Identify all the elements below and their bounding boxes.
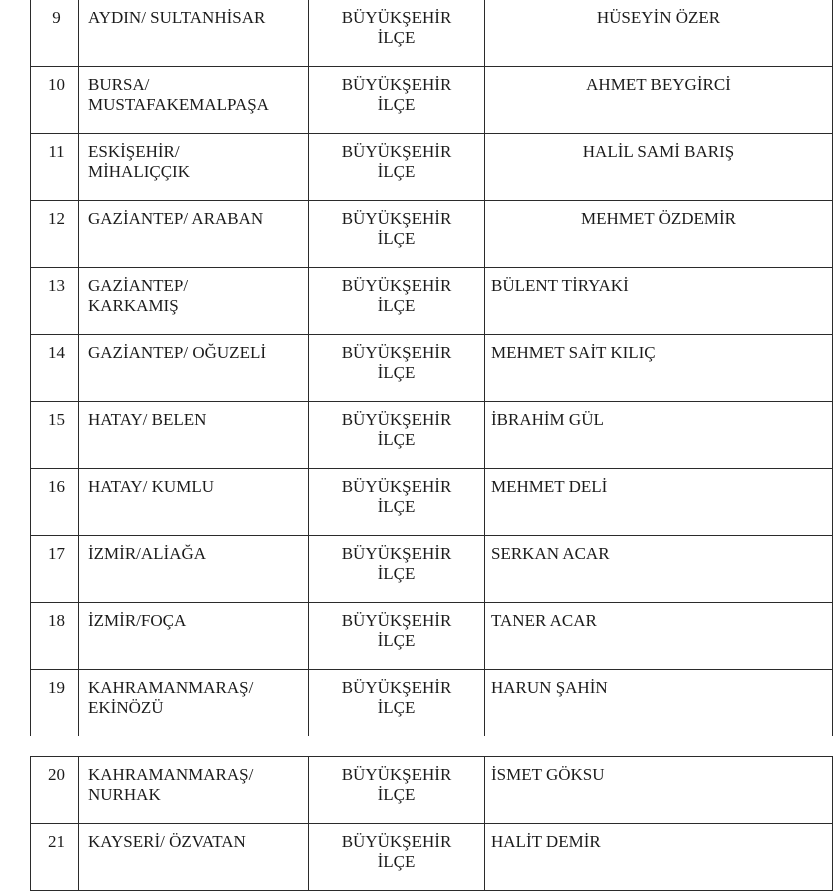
- table-row: [31, 134, 833, 201]
- mayor-name-cell-text: MEHMET DELİ: [491, 477, 608, 496]
- row-number: [31, 757, 79, 824]
- mayor-name-cell: [485, 0, 833, 67]
- municipality-type-cell: [309, 402, 485, 469]
- row-number-text: 10: [48, 75, 65, 94]
- province-district-cell: [79, 0, 309, 67]
- mayors-table-bottom: [30, 756, 833, 891]
- province-district-cell-text: İZMİR/ALİAĞA: [88, 544, 207, 563]
- table-row: [31, 670, 833, 737]
- province-district-cell-text: ESKİŞEHİR/ MİHALIÇÇIK: [88, 142, 190, 181]
- municipality-type-cell: [309, 335, 485, 402]
- row-number-text: 19: [48, 678, 65, 697]
- mayor-name-cell-text: BÜLENT TİRYAKİ: [491, 276, 629, 295]
- province-district-cell: [79, 67, 309, 134]
- row-number: [31, 335, 79, 402]
- province-district-cell-text: KAHRAMANMARAŞ/ NURHAK: [88, 765, 254, 804]
- mayor-name-cell: [485, 402, 833, 469]
- table-row: [31, 536, 833, 603]
- row-number: [31, 0, 79, 67]
- row-number-text: 14: [48, 343, 65, 362]
- province-district-cell: [79, 670, 309, 737]
- municipality-type-cell-text: BÜYÜKŞEHİR İLÇE: [341, 75, 452, 114]
- row-number-text: 9: [52, 8, 61, 27]
- province-district-cell-text: AYDIN/ SULTANHİSAR: [88, 8, 266, 27]
- table-row: [31, 603, 833, 670]
- province-district-cell: [79, 134, 309, 201]
- row-number-text: 11: [48, 142, 65, 161]
- mayor-name-cell: [485, 335, 833, 402]
- province-district-cell-text: GAZİANTEP/ OĞUZELİ: [88, 343, 266, 362]
- table-row: [31, 335, 833, 402]
- mayor-name-cell-text: İSMET GÖKSU: [491, 765, 605, 784]
- province-district-cell-text: BURSA/ MUSTAFAKEMALPAŞA: [88, 75, 269, 114]
- row-number-text: 13: [48, 276, 65, 295]
- row-number: [31, 201, 79, 268]
- row-number: [31, 67, 79, 134]
- table-row: [31, 67, 833, 134]
- municipality-type-cell: [309, 201, 485, 268]
- municipality-type-cell-text: BÜYÜKŞEHİR İLÇE: [341, 765, 452, 804]
- municipality-type-cell: [309, 670, 485, 737]
- row-number-text: 16: [48, 477, 65, 496]
- municipality-type-cell-text: BÜYÜKŞEHİR İLÇE: [341, 343, 452, 382]
- mayor-name-cell: [485, 824, 833, 891]
- row-number: [31, 670, 79, 737]
- mayor-name-cell-text: İBRAHİM GÜL: [491, 410, 604, 429]
- municipality-type-cell-text: BÜYÜKŞEHİR İLÇE: [341, 209, 452, 248]
- table-row: [31, 757, 833, 824]
- row-number: [31, 824, 79, 891]
- row-number-text: 20: [48, 765, 65, 784]
- mayor-name-cell: [485, 201, 833, 268]
- province-district-cell-text: HATAY/ BELEN: [88, 410, 207, 429]
- table-row: [31, 201, 833, 268]
- table-row: [31, 268, 833, 335]
- mayor-name-cell: [485, 670, 833, 737]
- table-row: [31, 0, 833, 67]
- municipality-type-cell: [309, 757, 485, 824]
- row-number: [31, 268, 79, 335]
- municipality-type-cell: [309, 536, 485, 603]
- municipality-type-cell: [309, 824, 485, 891]
- mayor-name-cell-text: HÜSEYİN ÖZER: [596, 8, 721, 27]
- province-district-cell-text: İZMİR/FOÇA: [88, 611, 187, 630]
- row-number: [31, 134, 79, 201]
- row-number: [31, 402, 79, 469]
- municipality-type-cell-text: BÜYÜKŞEHİR İLÇE: [341, 544, 452, 583]
- municipality-type-cell-text: BÜYÜKŞEHİR İLÇE: [341, 678, 452, 717]
- table-row: [31, 402, 833, 469]
- mayor-name-cell-text: MEHMET SAİT KILIÇ: [491, 343, 656, 362]
- municipality-type-cell: [309, 134, 485, 201]
- mayor-name-cell-text: AHMET BEYGİRCİ: [586, 75, 731, 94]
- province-district-cell: [79, 824, 309, 891]
- municipality-type-cell-text: BÜYÜKŞEHİR İLÇE: [341, 8, 452, 47]
- municipality-type-cell: [309, 603, 485, 670]
- municipality-type-cell: [309, 268, 485, 335]
- mayor-name-cell-text: SERKAN ACAR: [491, 544, 610, 563]
- table-row: [31, 469, 833, 536]
- municipality-type-cell: [309, 0, 485, 67]
- municipality-type-cell-text: BÜYÜKŞEHİR İLÇE: [341, 611, 452, 650]
- mayor-name-cell-text: HALİL SAMİ BARIŞ: [582, 142, 735, 161]
- province-district-cell: [79, 536, 309, 603]
- mayor-name-cell-text: HALİT DEMİR: [491, 832, 601, 851]
- row-number-text: 18: [48, 611, 65, 630]
- row-number-text: 17: [48, 544, 65, 563]
- row-number: [31, 603, 79, 670]
- mayor-name-cell-text: HARUN ŞAHİN: [491, 678, 608, 697]
- mayor-name-cell: [485, 67, 833, 134]
- mayor-name-cell-text: MEHMET ÖZDEMİR: [580, 209, 737, 228]
- province-district-cell: [79, 757, 309, 824]
- province-district-cell-text: GAZİANTEP/ ARABAN: [88, 209, 264, 228]
- province-district-cell: [79, 335, 309, 402]
- table-row: [31, 824, 833, 891]
- province-district-cell-text: HATAY/ KUMLU: [88, 477, 214, 496]
- row-number: [31, 536, 79, 603]
- municipality-type-cell-text: BÜYÜKŞEHİR İLÇE: [341, 142, 452, 181]
- row-number-text: 21: [48, 832, 65, 851]
- municipality-type-cell: [309, 67, 485, 134]
- row-number-text: 12: [48, 209, 65, 228]
- mayor-name-cell: [485, 469, 833, 536]
- mayor-name-cell: [485, 536, 833, 603]
- province-district-cell: [79, 268, 309, 335]
- municipality-type-cell-text: BÜYÜKŞEHİR İLÇE: [341, 276, 452, 315]
- province-district-cell: [79, 603, 309, 670]
- province-district-cell-text: KAYSERİ/ ÖZVATAN: [88, 832, 246, 851]
- province-district-cell: [79, 201, 309, 268]
- mayor-name-cell: [485, 603, 833, 670]
- mayor-name-cell: [485, 268, 833, 335]
- mayor-name-cell: [485, 757, 833, 824]
- province-district-cell: [79, 469, 309, 536]
- province-district-cell-text: GAZİANTEP/ KARKAMIŞ: [88, 276, 189, 315]
- mayor-name-cell-text: TANER ACAR: [491, 611, 597, 630]
- province-district-cell-text: KAHRAMANMARAŞ/ EKİNÖZÜ: [88, 678, 254, 717]
- municipality-type-cell: [309, 469, 485, 536]
- row-number-text: 15: [48, 410, 65, 429]
- row-number: [31, 469, 79, 536]
- municipality-type-cell-text: BÜYÜKŞEHİR İLÇE: [341, 477, 452, 516]
- province-district-cell: [79, 402, 309, 469]
- mayors-table-top: [30, 0, 833, 736]
- mayor-name-cell: [485, 134, 833, 201]
- municipality-type-cell-text: BÜYÜKŞEHİR İLÇE: [341, 832, 452, 871]
- municipality-type-cell-text: BÜYÜKŞEHİR İLÇE: [341, 410, 452, 449]
